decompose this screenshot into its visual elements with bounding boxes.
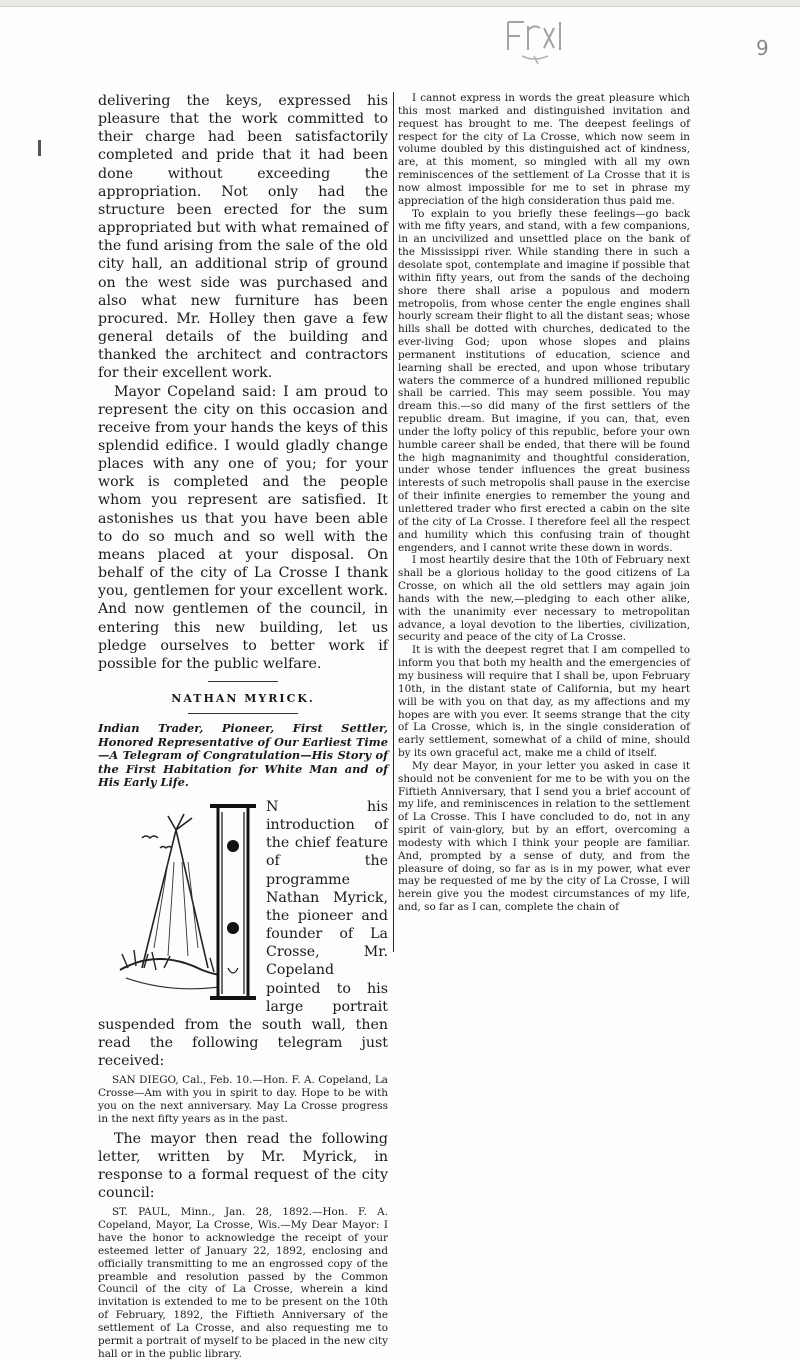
right-column [398,92,690,914]
mayor-read-paragraph: The mayor then read the following letter, written by Mr. Myrick, in response to a formal request of the city council: [98,1130,388,1202]
letter-paragraph-4: It is with the deepest regret that I am compelled to inform you that both my health and the emergencies of my business will require that I shall be, upon February 10th, in the distant state of California, but my heart will be with you on that day, as my affections and my hopes are with you ever. It seems strange that the city of La Crosse, which is, in the single consideration of early settlement, somewhat of a child of mine, should by its own graceful act, make me a child of itself. [398,644,690,760]
column-rule [393,92,394,952]
article-heading: NATHAN MYRICK. [171,692,315,705]
section-separator [208,681,278,682]
teepee-illustration [98,798,260,1003]
dropcap-paragraph: N his introduction of the chief feature of the programme Nathan Myrick, the pioneer and founder of La Crosse, Mr. Copeland pointed to his large portrait suspended from the south wall, then read the following telegram just received: [98,798,388,1070]
article-subheading: Indian Trader, Pioneer, First Settler, Honored Representative of Our Earliest Time—A Telegram of Congratulation—His Story of the First Habitation for White Man and of His Early Life. [98,721,388,790]
dropcap-illustration [98,798,260,1003]
letter-paragraph-1: I cannot express in words the great pleasure which this most marked and distinguished invitation and request has brought to me. The deepest feelings of respect for the city of La Crosse, which now seem in volume doubled by this distinguished act of kindness, are, at this moment, so mingled with all my own reminiscences of the settlement of La Crosse that it is now almost impossible for me to set in phrase my appreciation of the high consideration thus paid me. [398,92,690,207]
letter-paragraph-5: My dear Mayor, in your letter you asked in case it should not be convenient for me to be with you on the Fiftieth Anniversary, that I send you a brief account of my life, and reminiscences in relation to the settlement of La Crosse. This I have concluded to do, not in any spirit of vain-glory, but by an effort, overcoming a modesty with which I think your people are familiar. And, prompted by a sense of duty, and from the pleasure of doing, so far as is in my power, what ever may be requested of me by the city of La Crosse, I will herein give you the modest circumstances of my life, and, so far as I can, complete the chain of [398,759,690,914]
margin-mark [38,140,41,156]
telegram-text: SAN DIEGO, Cal., Feb. 10.—Hon. F. A. Copeland, La Crosse—Am with you in spirit to day. Hope to be with you on the next anniversary. May La Crosse progress in the next fifty years as in the past. [98,1074,388,1125]
pencil-scribble-mark [504,12,574,72]
letter-paragraph-3: I most heartily desire that the 10th of February next shall be a glorious holiday to the good citizens of La Crosse, on which all the old settlers may again join hands with the new,—pledging to each other alike, with the unanimity ever necessary to metropolitan advance, a loyal devotion to the liberties, civilization, security and peace of the city of La Crosse. [398,554,690,644]
mayor-speech-paragraph: Mayor Copeland said: I am proud to represent the city on this occasion and receive from your hands the keys of this splendid edifice. I would gladly change places with any one of you; for your work is completed and the people whom you represent are satisfied. It astonishes us that you have been able to do so much and so well with the means placed at your disposal. On behalf of the city of La Crosse I thank you, gentlemen for your excellent work. And now gentlemen of the council, in entering this new building, let us pledge ourselves to better work if possible for the public welfare. [98,383,388,672]
page-number: 9 [756,36,769,60]
scan-top-edge [0,0,800,7]
heading-rule [188,713,298,714]
intro-paragraph: delivering the keys, expressed his pleasure that the work committed to their charge had been satisfactorily completed and pride that it had been done without exceeding the appropriation. Not only had the structure been erected for the sum appropriated but with what remained of the fund arising from the sale of the old city hall, an additional strip of ground on the west side was purchased and also what new furniture has been procured. Mr. Holley then gave a few general details of the building and thanked the architect and contractors for their excellent work. [98,93,388,382]
left-column [98,92,388,1360]
letter-paragraph-2: To explain to you briefly these feelings—go back with me fifty years, and stand, with a few companions, in an uncivilized and unsettled place on the bank of the Mississippi river. While standing there in such a desolate spot, contemplate and imagine if possible that within fifty years, out from the sands of the dechoing shore there shall arise a populous and modern metropolis, from whose center the engle engines shall hourly scream their flight to all the distant seas; whose hills shall be dotted with churches, dedicated to the ever-living God; upon whose slopes and plains permanent institutions of education, science and learning shall be erected, and upon whose tributary waters the commerce of a hundred millioned republic shall be carried. This may seem possible. You may dream this.—so did many of the first settlers of the republic dream. But imagine, if you can, that, even under the lofty policy of this republic, before your own humble career shall be ended, that there will be found the high magnanimity and thoughtful consideration, under whose tender influences the great business interests of such metropolis shall pause in the exercise of their infinite energies to remember the young and unlettered trader who first erected a cabin on the site of the city of La Crosse. I therefore feel all the respect and humility which this confusing train of thought engenders, and I cannot write these down in words. [398,207,690,554]
letter-opening: ST. PAUL, Minn., Jan. 28, 1892.—Hon. F. A. Copeland, Mayor, La Crosse, Wis.—My Dear Mayor: I have the honor to acknowledge the receipt of your esteemed letter of January 22, 1892, enclosing and officially transmitting to me an engrossed copy of the preamble and resolution passed by the Common Council of the city of La Crosse, wherein a kind invitation is extended to me to be present on the 10th of February, 1892, the Fiftieth Anniversary of the settlement of La Crosse, and also requesting me to permit a portrait of myself to be placed in the new city hall or in the public library. [98,1206,388,1360]
